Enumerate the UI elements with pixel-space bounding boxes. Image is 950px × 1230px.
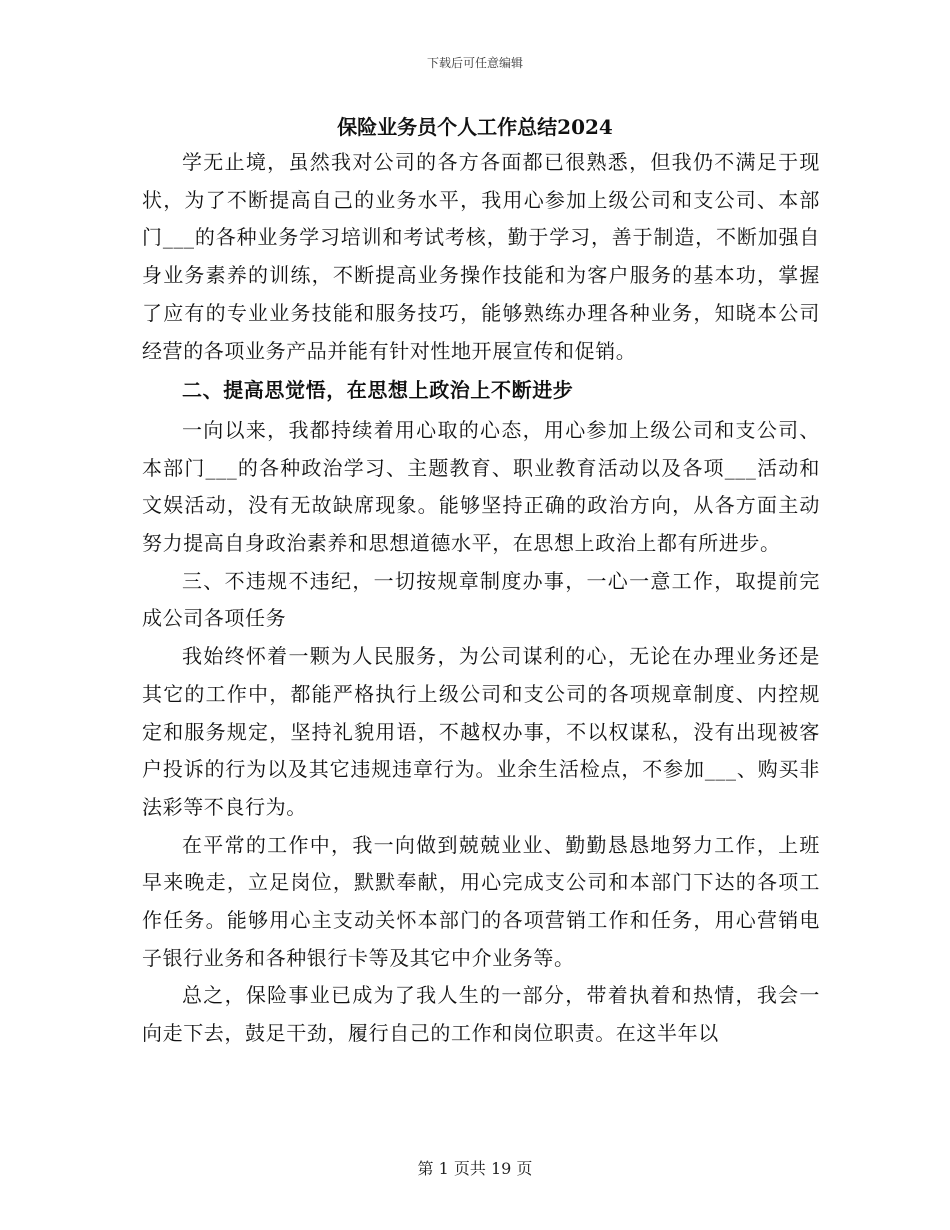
- body-paragraph: 总之，保险事业已成为了我人生的一部分，带着执着和热情，我会一向走下去，鼓足干劲，履行自己的工作和岗位职责。在这半年以: [142, 983, 820, 1046]
- body-paragraph: 学无止境，虽然我对公司的各方各面都已很熟悉，但我仍不满足于现状，为了不断提高自己的业务水平，我用心参加上级公司和支公司、本部门___的各种业务学习培训和考试考核，勤于学习，善于制造，不断加强自身业务素养的训练，不断提高业务操作技能和为客户服务的基本功，掌握了应有的专业业务技能和服务技巧，能够熟练办理各种业务，知晓本公司经营的各项业务产品并能有针对性地开展宣传和促销。: [142, 150, 820, 363]
- page-footer: 第 1 页共 19 页: [417, 1159, 533, 1178]
- section-heading: 二、提高思觉悟，在思想上政治上不断进步: [182, 378, 574, 403]
- body-paragraph: 在平常的工作中，我一向做到兢兢业业、勤勤恳恳地努力工作，上班早来晚走，立足岗位，默默奉献，用心完成支公司和本部门下达的各项工作任务。能够用心主支动关怀本部门的各项营销工作和任务，用心营销电子银行业务和各种银行卡等及其它中介业务等。: [142, 832, 820, 970]
- page-header-note: 下载后可任意编辑: [426, 56, 523, 70]
- document-body: [142, 144, 820, 1053]
- section-heading-plain: 三、不违规不违纪，一切按规章制度办事，一心一意工作，取提前完成公司各项任务: [142, 568, 820, 631]
- body-paragraph: 一向以来，我都持续着用心取的心态，用心参加上级公司和支公司、本部门___的各种政治学习、主题教育、职业教育活动以及各项___活动和文娱活动，没有无故缺席现象。能够坚持正确的政治方向，从各方面主动努力提高自身政治素养和思想道德水平，在思想上政治上都有所进步。: [142, 417, 820, 556]
- document-title: 保险业务员个人工作总结2024: [337, 115, 613, 139]
- body-paragraph: 我始终怀着一颗为人民服务，为公司谋利的心，无论在办理业务还是其它的工作中，都能严格执行上级公司和支公司的各项规章制度、内控规定和服务规定，坚持礼貌用语，不越权办事，不以权谋私，没有出现被客户投诉的行为以及其它违规违章行为。业余生活检点，不参加___、购买非法彩等不良行为。: [142, 644, 820, 819]
